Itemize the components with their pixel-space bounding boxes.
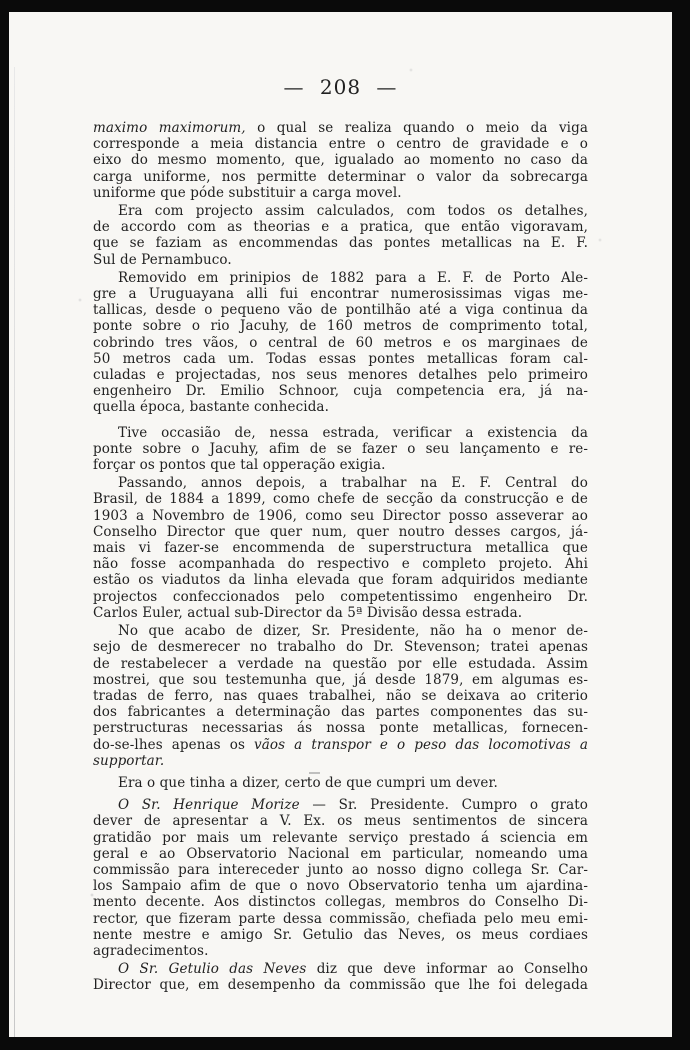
text-line	[93, 219, 588, 235]
text-line	[93, 943, 588, 959]
text-segment: do-se-lhes apenas os	[93, 736, 255, 753]
text-segment: corresponde a meia distancia entre o centro de gravidade e o	[93, 136, 588, 153]
text-segment: perstructuras necessarias ás nossa ponte metallicas, fornecen-	[93, 720, 588, 737]
paragraph	[93, 475, 588, 621]
text-line	[93, 704, 588, 720]
text-line	[93, 457, 588, 473]
text-line	[93, 252, 588, 268]
paragraph	[93, 797, 588, 959]
text-line	[93, 961, 588, 977]
text-segment: agradecimentos.	[93, 942, 209, 959]
text-line	[93, 318, 588, 334]
text-segment: 50 metros cada um. Todas essas pontes metallicas foram cal-	[93, 350, 588, 367]
text-line	[93, 672, 588, 688]
text-segment: Sul de Pernambuco.	[93, 251, 232, 268]
italic-text-segment: O Sr. Getulio das Neves	[118, 961, 307, 978]
text-line	[93, 977, 588, 993]
text-line	[93, 136, 588, 152]
text-segment: Carlos Euler, actual sub-Director da 5ª Divisão dessa estrada.	[93, 604, 523, 621]
italic-text-segment: supportar.	[93, 752, 165, 769]
text-line	[93, 286, 588, 302]
text-line	[93, 589, 588, 605]
text-segment: forçar os pontos que tal opperação exigia.	[93, 457, 386, 474]
text-segment: Tive occasião de, nessa estrada, verificar a existencia da	[118, 424, 588, 441]
text-line	[93, 894, 588, 910]
text-line	[93, 399, 588, 415]
text-line	[93, 351, 588, 367]
text-line	[93, 120, 588, 136]
text-line	[93, 235, 588, 251]
text-segment: geral e ao Observatorio Nacional em particular, nomeando uma	[93, 845, 588, 862]
text-segment: Passando, annos depois, a trabalhar na E. F. Central do	[118, 475, 588, 492]
text-segment: gratidão por mais um relevante serviço prestado á sciencia em	[93, 829, 588, 846]
text-segment: sejo de desmerecer no trabalho do Dr. Stevenson; tratei apenas	[93, 639, 588, 656]
text-line	[93, 203, 588, 219]
italic-text-segment: O Sr. Henrique Morize	[118, 797, 300, 814]
text-segment: culadas e projectadas, nos seus menores detalhes pelo primeiro	[93, 367, 588, 384]
text-segment: mais vi fazer-se encommenda de superstructura metallica que	[93, 540, 588, 557]
text-line	[93, 878, 588, 894]
text-segment: tallicas, desde o pequeno vão de pontilhão até a viga continua da	[93, 302, 588, 319]
text-line	[93, 830, 588, 846]
text-line	[93, 753, 588, 769]
text-line	[93, 152, 588, 168]
text-line	[93, 862, 588, 878]
text-line	[93, 524, 588, 540]
paragraph	[93, 120, 588, 201]
text-segment: Conselho Director que quer num, quer noutro desses cargos, já-	[93, 523, 588, 540]
text-segment: dos fabricantes a determinação das partes componentes das su-	[93, 704, 588, 721]
text-segment: de accordo com as theorias e a pratica, que então vigoravam,	[93, 219, 588, 236]
paragraph	[93, 203, 588, 268]
text-segment: commissão para intereceder junto ao nosso digno collega Sr. Car-	[93, 861, 588, 878]
paragraph	[93, 623, 588, 769]
text-segment: nente mestre e amigo Sr. Getulio das Neves, os meus cordiaes	[93, 926, 588, 943]
page-edge-shadow	[14, 67, 15, 1037]
text-segment: o qual se realiza quando o meio da viga	[245, 120, 588, 136]
text-line	[93, 335, 588, 351]
text-segment: los Sampaio afim de que o novo Observatorio tenha um ajardina-	[93, 878, 588, 895]
page-number: — 208 —	[283, 75, 398, 99]
text-segment: carga uniforme, nos permitte determinar o valor da sobrecarga	[93, 168, 588, 185]
text-segment: Brasil, de 1884 a 1899, como chefe de secção da construcção e de	[93, 491, 588, 508]
text-segment: estão os viadutos da linha elevada que foram adquiridos mediante	[93, 572, 588, 589]
text-line	[93, 797, 588, 813]
text-line	[93, 775, 588, 791]
text-line	[93, 572, 588, 588]
text-segment: ponte sobre o Jacuhy, afim de se fazer o seu lançamento e re-	[93, 440, 588, 457]
paragraph	[93, 425, 588, 474]
text-segment: de restabelecer a verdade na questão por elle estudada. Assim	[93, 655, 588, 672]
text-segment: gre a Uruguayana alli fui encontrar numerosissimas vigas me-	[93, 286, 588, 303]
text-line	[93, 720, 588, 736]
text-line	[93, 383, 588, 399]
text-segment: Era o que tinha a dizer, certo de que cumpri um dever.	[118, 774, 498, 791]
text-segment: mostrei, que sou testemunha que, já desde 1879, em algumas es-	[93, 671, 588, 688]
text-segment: rector, que fizeram parte dessa commissão, chefiada pelo meu emi-	[93, 910, 588, 927]
text-line	[93, 846, 588, 862]
text-segment: que se faziam as encommendas das pontes metallicas na E. F.	[93, 235, 588, 252]
text-line	[93, 367, 588, 383]
page-text	[93, 120, 588, 994]
text-line	[93, 508, 588, 524]
text-line	[93, 185, 588, 201]
text-line	[93, 911, 588, 927]
text-segment: Era com projecto assim calculados, com todos os detalhes,	[118, 203, 588, 220]
text-segment: dever de apresentar a V. Ex. os meus sentimentos de sincera	[93, 813, 588, 830]
text-segment: tradas de ferro, nas quaes trabalhei, não se deixava ao criterio	[93, 687, 588, 704]
text-segment: cobrindo tres vãos, o central de 60 metros e os marginaes de	[93, 334, 588, 351]
text-segment: uniforme que póde substituir a carga movel.	[93, 184, 402, 201]
text-segment: No que acabo de dizer, Sr. Presidente, não ha o menor de-	[118, 623, 588, 640]
text-segment: engenheiro Dr. Emilio Schnoor, cuja competencia era, já na-	[93, 383, 588, 400]
document-page	[9, 12, 672, 1037]
text-line	[93, 491, 588, 507]
text-line	[93, 556, 588, 572]
text-segment: — Sr. Presidente. Cumpro o grato	[299, 797, 589, 814]
text-line	[93, 270, 588, 286]
text-line	[93, 425, 588, 441]
text-segment: projectos confeccionados pelo competentissimo engenheiro Dr.	[93, 588, 588, 605]
text-line	[93, 605, 588, 621]
text-segment: mento decente. Aos distinctos collegas, membros do Conselho Di-	[93, 894, 588, 911]
text-segment: ponte sobre o rio Jacuhy, de 160 metros de comprimento total,	[93, 318, 588, 335]
text-line	[93, 540, 588, 556]
paragraph	[93, 775, 588, 791]
text-line	[93, 475, 588, 491]
paragraph	[93, 961, 588, 993]
text-line	[93, 302, 588, 318]
text-segment: Director que, em desempenho da commissão que lhe foi delegada	[93, 977, 588, 994]
text-line	[93, 737, 588, 753]
text-segment: diz que deve informar ao Conselho	[306, 961, 588, 978]
text-line	[93, 441, 588, 457]
text-segment: Removido em prinipios de 1882 para a E. F. de Porto Ale-	[118, 269, 588, 286]
text-line	[93, 639, 588, 655]
text-segment: eixo do mesmo momento, que, igualado ao momento no caso da	[93, 152, 588, 169]
paragraph	[93, 270, 588, 416]
text-line	[93, 656, 588, 672]
text-line	[93, 169, 588, 185]
text-segment: 1903 a Novembro de 1906, como seu Director posso asseverar ao	[93, 507, 588, 524]
text-line	[93, 813, 588, 829]
text-line	[93, 927, 588, 943]
italic-text-segment: maximo maximorum,	[93, 120, 246, 136]
text-line	[93, 688, 588, 704]
text-segment: quella época, bastante conhecida.	[93, 399, 329, 416]
italic-text-segment: vãos a transpor e o peso das locomotivas a	[254, 736, 588, 753]
text-line	[93, 623, 588, 639]
text-segment: não fosse acompanhada do respectivo e completo projeto. Ahi	[93, 556, 588, 573]
